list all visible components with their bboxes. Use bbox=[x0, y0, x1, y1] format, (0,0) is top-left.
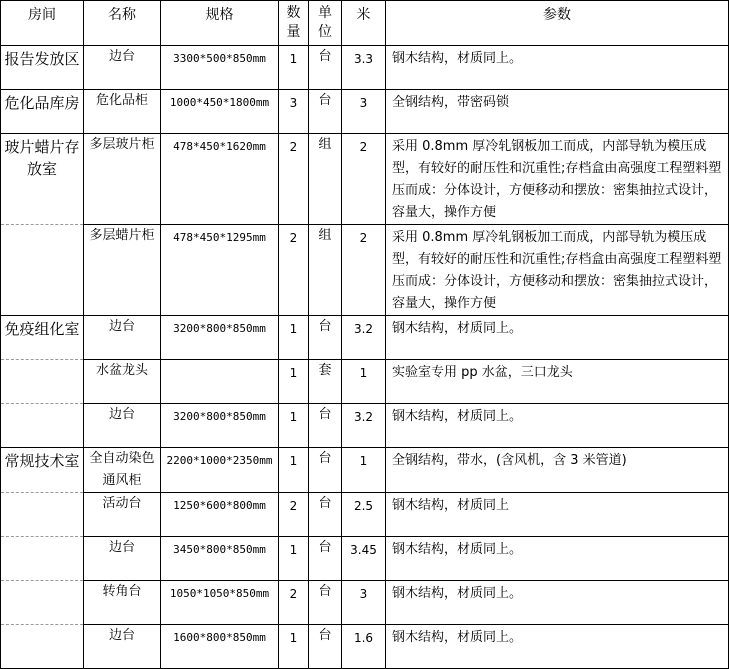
header-room: 房间 bbox=[1, 1, 84, 46]
spec-cell: 3300*500*850mm bbox=[161, 46, 279, 90]
param-cell: 钢木结构，材质同上。 bbox=[386, 404, 729, 448]
name-cell: 多层蜡片柜 bbox=[84, 225, 161, 316]
param-cell: 钢木结构，材质同上。 bbox=[386, 316, 729, 360]
qty-cell: 1 bbox=[279, 625, 309, 669]
spec-cell: 478*450*1620mm bbox=[161, 134, 279, 225]
header-name: 名称 bbox=[84, 1, 161, 46]
meter-cell: 2 bbox=[342, 225, 386, 316]
header-unit-line2: 位 bbox=[318, 24, 332, 40]
meter-cell: 3.2 bbox=[342, 404, 386, 448]
room-cell bbox=[1, 360, 84, 404]
table-row bbox=[1, 225, 729, 316]
param-cell: 钢木结构，材质同上。 bbox=[386, 537, 729, 581]
unit-cell: 台 bbox=[309, 493, 342, 537]
room-cell bbox=[1, 493, 84, 537]
meter-cell: 1 bbox=[342, 360, 386, 404]
table-row bbox=[1, 493, 729, 537]
table-row bbox=[1, 581, 729, 625]
room-cell bbox=[1, 404, 84, 448]
room-cell bbox=[1, 537, 84, 581]
name-cell: 边台 bbox=[84, 404, 161, 448]
spec-cell: 2200*1000*2350mm bbox=[161, 448, 279, 493]
name-cell: 边台 bbox=[84, 46, 161, 90]
qty-cell: 1 bbox=[279, 46, 309, 90]
header-row bbox=[1, 1, 729, 46]
spec-cell: 478*450*1295mm bbox=[161, 225, 279, 316]
meter-cell: 1 bbox=[342, 448, 386, 493]
qty-cell: 1 bbox=[279, 316, 309, 360]
header-meter: 米 bbox=[342, 1, 386, 46]
qty-cell: 1 bbox=[279, 537, 309, 581]
header-qty-line1: 数 bbox=[286, 5, 301, 21]
header-qty-line2: 量 bbox=[286, 24, 301, 40]
header-unit bbox=[309, 1, 342, 46]
qty-cell: 2 bbox=[279, 225, 309, 316]
param-cell: 采用 0.8mm 厚冷轧钢板加工而成，内部导轨为模压成型，有较好的耐压性和沉重性;存档盒由高强度工程塑料塑压而成：分体设计，方便移动和摆放：密集抽拉式设计，容量大，操作方便 bbox=[386, 134, 729, 225]
meter-cell: 2.5 bbox=[342, 493, 386, 537]
param-cell: 钢木结构，材质同上。 bbox=[386, 625, 729, 669]
unit-cell: 台 bbox=[309, 90, 342, 134]
name-cell: 边台 bbox=[84, 537, 161, 581]
spec-cell: 3200*800*850mm bbox=[161, 404, 279, 448]
meter-cell: 3.45 bbox=[342, 537, 386, 581]
room-cell bbox=[1, 581, 84, 625]
qty-cell: 1 bbox=[279, 360, 309, 404]
room-cell bbox=[1, 625, 84, 669]
room-cell: 报告发放区 bbox=[1, 46, 84, 90]
name-cell: 边台 bbox=[84, 316, 161, 360]
room-cell: 免疫组化室 bbox=[1, 316, 84, 360]
name-cell: 多层玻片柜 bbox=[84, 134, 161, 225]
unit-cell: 台 bbox=[309, 448, 342, 493]
table-row bbox=[1, 404, 729, 448]
unit-cell: 台 bbox=[309, 537, 342, 581]
unit-cell: 台 bbox=[309, 46, 342, 90]
header-spec: 规格 bbox=[161, 1, 279, 46]
meter-cell: 3 bbox=[342, 90, 386, 134]
room-cell: 危化品库房 bbox=[1, 90, 84, 134]
qty-cell: 2 bbox=[279, 134, 309, 225]
spec-cell: 3200*800*850mm bbox=[161, 316, 279, 360]
param-cell: 采用 0.8mm 厚冷轧钢板加工而成，内部导轨为模压成型，有较好的耐压性和沉重性;存档盒由高强度工程塑料塑压而成：分体设计，方便移动和摆放：密集抽拉式设计，容量大，操作方便 bbox=[386, 225, 729, 316]
qty-cell: 2 bbox=[279, 493, 309, 537]
table-row bbox=[1, 90, 729, 134]
unit-cell: 套 bbox=[309, 360, 342, 404]
header-qty bbox=[279, 1, 309, 46]
unit-cell: 台 bbox=[309, 316, 342, 360]
param-cell: 全钢结构，带密码锁 bbox=[386, 90, 729, 134]
table-row bbox=[1, 537, 729, 581]
room-cell: 常规技术室 bbox=[1, 448, 84, 493]
room-cell bbox=[1, 225, 84, 316]
param-cell: 钢木结构，材质同上 bbox=[386, 493, 729, 537]
unit-cell: 台 bbox=[309, 404, 342, 448]
spec-cell: 3450*800*850mm bbox=[161, 537, 279, 581]
qty-cell: 1 bbox=[279, 448, 309, 493]
param-cell: 全钢结构，带水，(含风机，含 3 米管道) bbox=[386, 448, 729, 493]
spec-cell: 1250*600*800mm bbox=[161, 493, 279, 537]
header-param: 参数 bbox=[386, 1, 729, 46]
table-row bbox=[1, 360, 729, 404]
table-row bbox=[1, 134, 729, 225]
meter-cell: 3 bbox=[342, 581, 386, 625]
name-cell: 转角台 bbox=[84, 581, 161, 625]
table-row bbox=[1, 625, 729, 669]
name-cell: 全自动染色通风柜 bbox=[84, 448, 161, 493]
meter-cell: 3.3 bbox=[342, 46, 386, 90]
unit-cell: 组 bbox=[309, 134, 342, 225]
spec-cell: 1050*1050*850mm bbox=[161, 581, 279, 625]
param-cell: 实验室专用 pp 水盆，三口龙头 bbox=[386, 360, 729, 404]
spec-cell: 1600*800*850mm bbox=[161, 625, 279, 669]
param-cell: 钢木结构，材质同上。 bbox=[386, 581, 729, 625]
spec-cell: 1000*450*1800mm bbox=[161, 90, 279, 134]
header-unit-line1: 单 bbox=[318, 5, 332, 21]
name-cell: 危化品柜 bbox=[84, 90, 161, 134]
meter-cell: 1.6 bbox=[342, 625, 386, 669]
unit-cell: 台 bbox=[309, 581, 342, 625]
name-cell: 水盆龙头 bbox=[84, 360, 161, 404]
table-row bbox=[1, 46, 729, 90]
room-cell: 玻片蜡片存放室 bbox=[1, 134, 84, 225]
unit-cell: 台 bbox=[309, 625, 342, 669]
table-row bbox=[1, 316, 729, 360]
param-cell: 钢木结构，材质同上。 bbox=[386, 46, 729, 90]
meter-cell: 2 bbox=[342, 134, 386, 225]
qty-cell: 2 bbox=[279, 581, 309, 625]
qty-cell: 3 bbox=[279, 90, 309, 134]
name-cell: 活动台 bbox=[84, 493, 161, 537]
name-cell: 边台 bbox=[84, 625, 161, 669]
spec-cell bbox=[161, 360, 279, 404]
unit-cell: 组 bbox=[309, 225, 342, 316]
table-row bbox=[1, 448, 729, 493]
qty-cell: 1 bbox=[279, 404, 309, 448]
meter-cell: 3.2 bbox=[342, 316, 386, 360]
